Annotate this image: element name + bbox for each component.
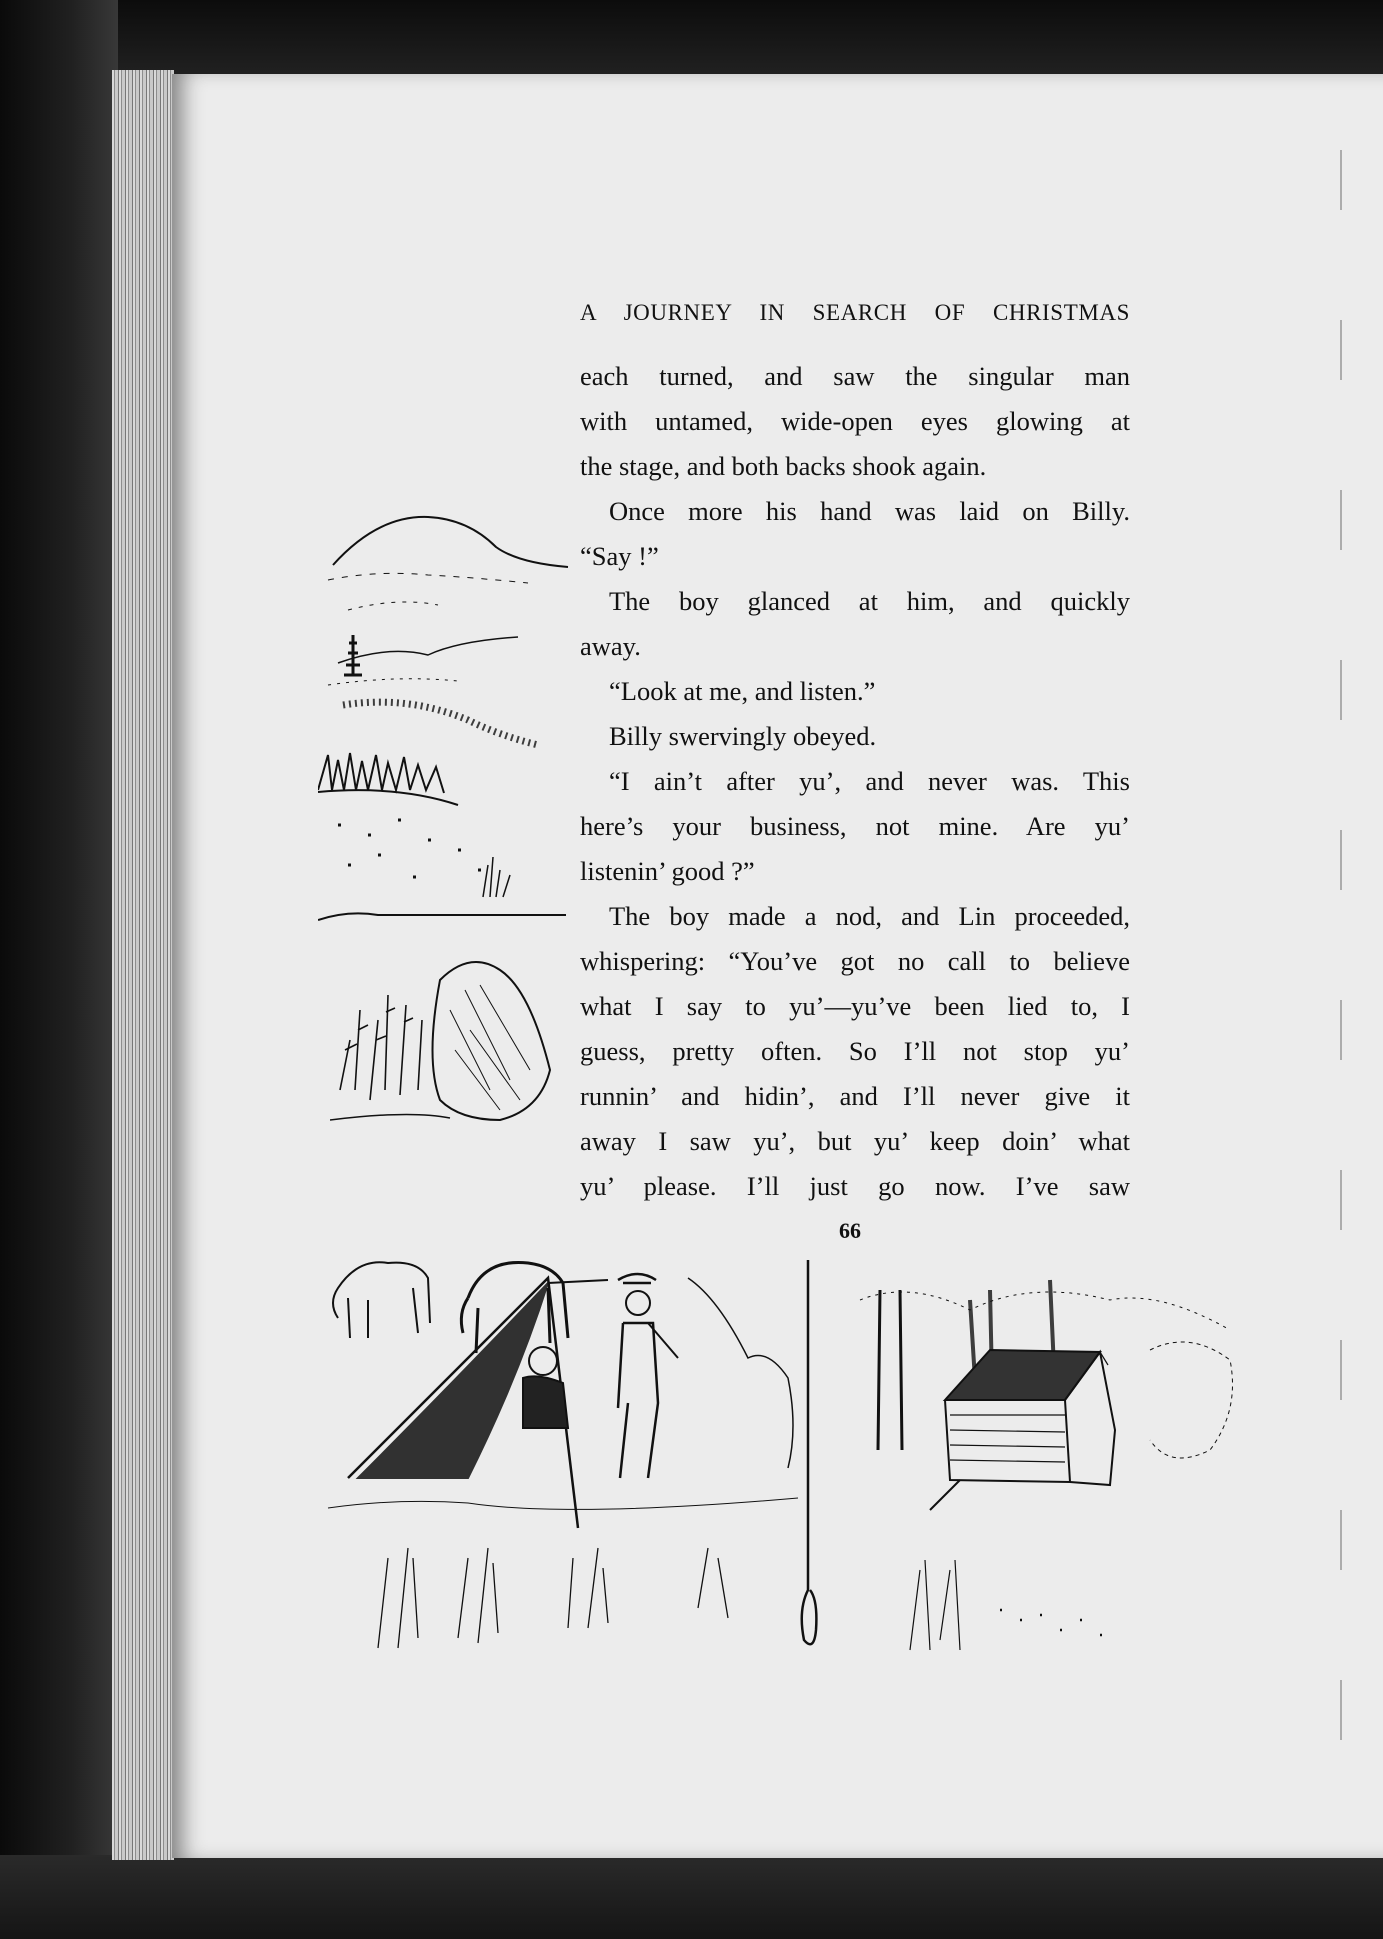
scan-bottom-border — [0, 1855, 1383, 1939]
camp-scene-illustration — [318, 1228, 828, 1658]
text-line: runnin’ and hidin’, and I’ll never give it — [580, 1081, 1130, 1111]
rope-divider — [794, 1260, 824, 1660]
text-line: The boy glanced at him, and quickly — [609, 586, 1130, 616]
text-line: “Say !” — [580, 541, 659, 571]
text-line: what I say to yu’—yu’ve been lied to, I — [580, 991, 1130, 1021]
text-line: away. — [580, 631, 641, 661]
scan-left-border — [0, 0, 118, 1939]
text-line: whispering: “You’ve got no call to believe — [580, 946, 1130, 976]
text-line: each turned, and saw the singular man — [580, 361, 1130, 391]
page-gutter-shadow — [1340, 150, 1342, 1750]
text-line: “I ain’t after yu’, and never was. This — [609, 766, 1130, 796]
text-line: Once more his hand was laid on Billy. — [609, 496, 1130, 526]
running-head: A JOURNEY IN SEARCH OF CHRISTMAS — [580, 300, 1130, 325]
text-line: “Look at me, and listen.” — [609, 676, 876, 706]
text-line: with untamed, wide-open eyes glowing at — [580, 406, 1130, 436]
text-line: Billy swervingly obeyed. — [609, 721, 877, 751]
text-line: yu’ please. I’ll just go now. I’ve saw — [580, 1171, 1130, 1201]
text-line: listenin’ good ?” — [580, 856, 755, 886]
cabin-illustration — [850, 1270, 1250, 1670]
page-edge-stack — [112, 70, 174, 1860]
text-line: here’s your business, not mine. Are yu’ — [580, 811, 1130, 841]
page-number: 66 — [839, 1218, 861, 1243]
scan-top-border — [0, 0, 1383, 80]
landscape-illustration — [318, 505, 578, 935]
text-line: guess, pretty often. So I’ll not stop yu’ — [580, 1036, 1130, 1066]
rocks-trees-illustration — [330, 950, 570, 1125]
text-line: The boy made a nod, and Lin proceeded, — [609, 901, 1130, 931]
text-line: away I saw yu’, but yu’ keep doin’ what — [580, 1126, 1130, 1156]
text-line: the stage, and both backs shook again. — [580, 451, 987, 481]
